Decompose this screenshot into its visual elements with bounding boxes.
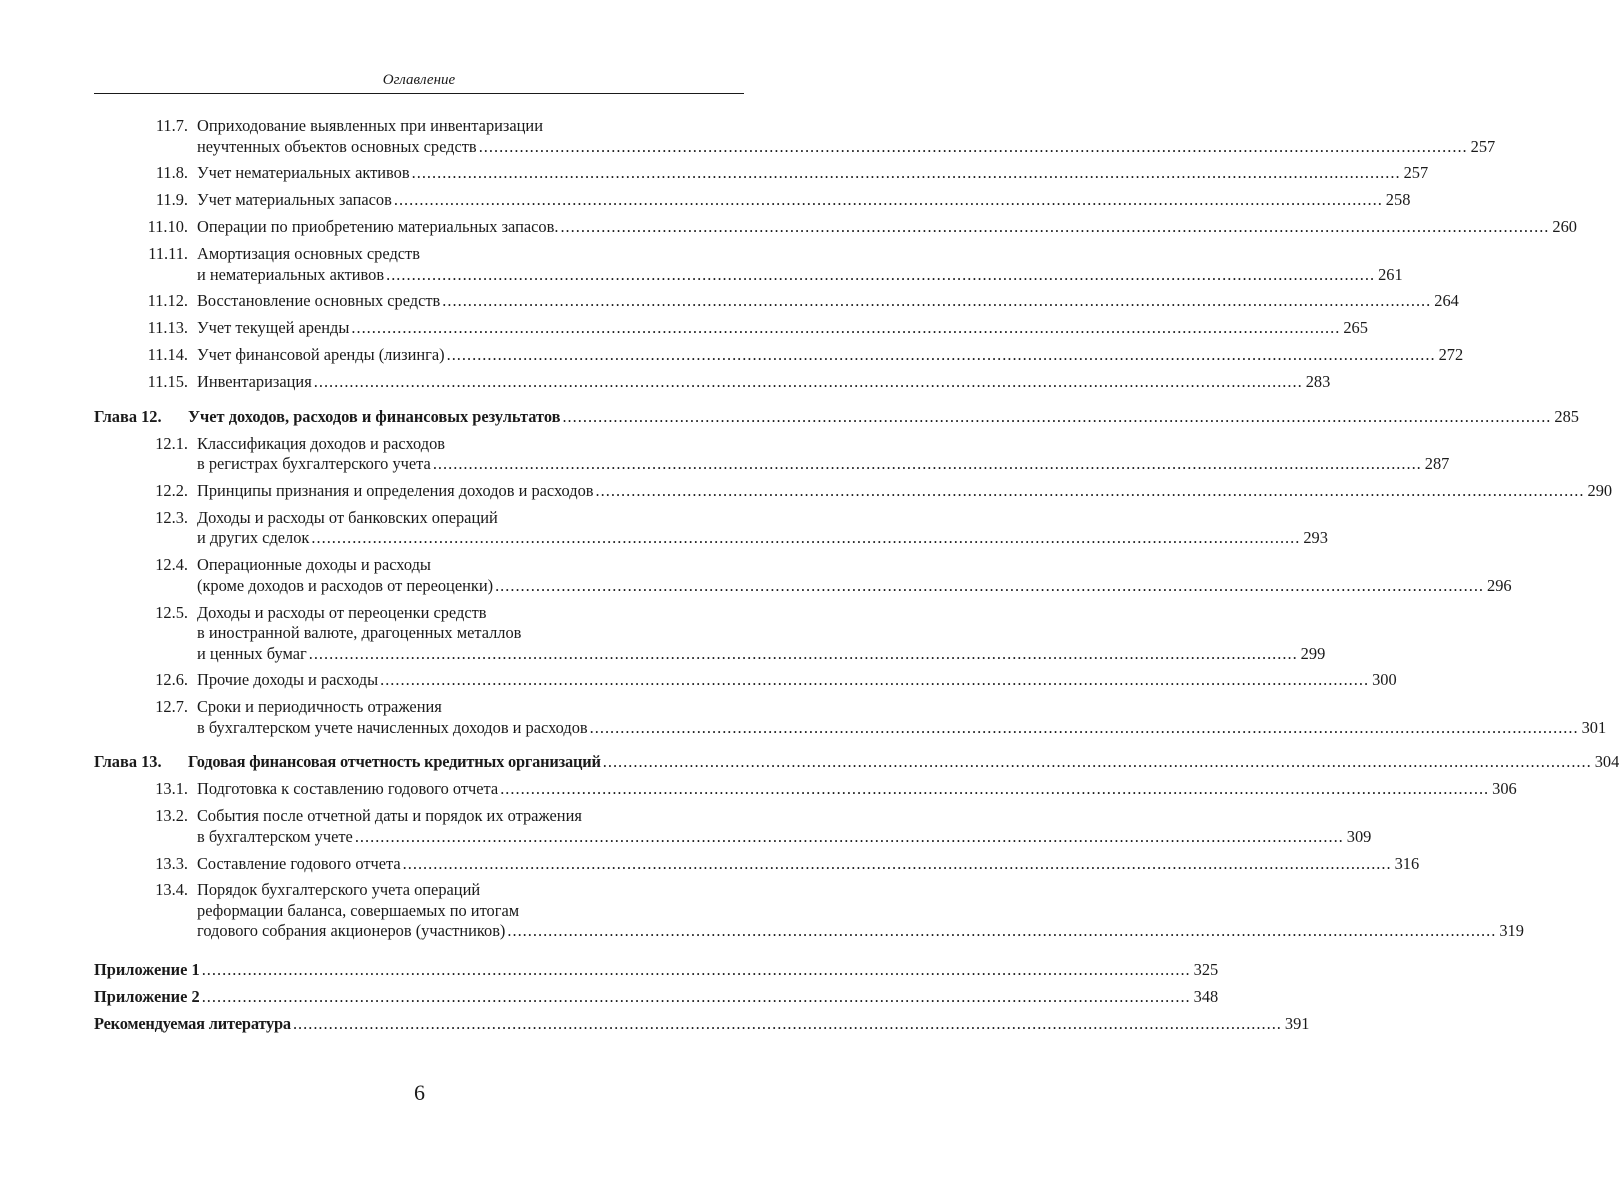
entry-title-line: годового собрания акционеров (участников) bbox=[197, 921, 506, 941]
page-ref: 391 bbox=[1284, 1014, 1310, 1034]
page-ref: 272 bbox=[1438, 345, 1464, 365]
toc-entry[interactable] bbox=[94, 507, 1328, 549]
leader-dots bbox=[447, 345, 1436, 366]
entry-title-line: Амортизация основных средств bbox=[197, 244, 420, 264]
chapter-number: Глава 13. bbox=[94, 752, 162, 772]
entry-title-line: Доходы и расходы от переоценки средств bbox=[197, 602, 487, 622]
entry-number: 13.2. bbox=[155, 806, 188, 826]
appendix-title: Рекомендуемая литература bbox=[94, 1014, 291, 1034]
toc-entry[interactable] bbox=[94, 880, 1524, 942]
entry-title-line: Составление годового отчета bbox=[197, 853, 401, 873]
leader-dots bbox=[562, 407, 1551, 428]
leader-dots bbox=[590, 718, 1579, 739]
entry-number: 11.9. bbox=[155, 190, 188, 210]
toc-appendix-2[interactable] bbox=[94, 987, 1219, 1008]
entry-number: 13.3. bbox=[155, 853, 188, 873]
toc-entry[interactable] bbox=[94, 779, 1517, 800]
page-ref: 290 bbox=[1587, 480, 1613, 500]
page-ref: 304 bbox=[1594, 752, 1619, 772]
page-ref: 283 bbox=[1305, 372, 1331, 392]
page-ref: 325 bbox=[1193, 960, 1219, 980]
toc-entry[interactable] bbox=[94, 116, 1496, 157]
entry-title-line: Порядок бухгалтерского учета операций bbox=[197, 880, 481, 900]
appendix-title: Приложение 2 bbox=[94, 987, 200, 1007]
leader-dots bbox=[314, 372, 1303, 393]
page-ref: 299 bbox=[1300, 643, 1326, 663]
toc-entry[interactable] bbox=[94, 480, 1613, 502]
leader-dots bbox=[500, 779, 1489, 800]
entry-title-line: События после отчетной даты и порядок их отражения bbox=[197, 806, 582, 826]
entry-number: 12.7. bbox=[155, 697, 188, 717]
toc-entry[interactable] bbox=[94, 806, 1372, 847]
toc-entry[interactable] bbox=[94, 555, 1512, 596]
leader-dots bbox=[351, 318, 1340, 339]
page-ref: 316 bbox=[1394, 853, 1420, 873]
entry-number: 11.7. bbox=[155, 116, 188, 135]
leader-dots bbox=[596, 481, 1585, 502]
leader-dots bbox=[479, 137, 1468, 158]
entry-number: 12.6. bbox=[155, 670, 188, 690]
toc-entry[interactable] bbox=[94, 602, 1326, 665]
leader-dots bbox=[560, 217, 1549, 238]
toc-entry[interactable] bbox=[94, 345, 1464, 366]
entry-title-line: в бухгалтерском учете начисленных доходов и расходов bbox=[197, 717, 588, 737]
leader-dots bbox=[309, 644, 1298, 665]
page-ref: 258 bbox=[1385, 190, 1411, 210]
leader-dots bbox=[380, 670, 1369, 691]
entry-title-line: Классификация доходов и расходов bbox=[197, 433, 446, 453]
page-ref: 261 bbox=[1378, 264, 1403, 284]
leader-dots bbox=[202, 987, 1191, 1008]
table-of-contents bbox=[94, 116, 1619, 1041]
toc-entry[interactable] bbox=[94, 433, 1450, 475]
toc-appendix-1[interactable] bbox=[94, 960, 1219, 981]
entry-number: 11.14. bbox=[147, 345, 188, 365]
running-header: Оглавление bbox=[382, 72, 456, 88]
page-ref: 293 bbox=[1303, 528, 1328, 548]
leader-dots bbox=[433, 454, 1422, 475]
entry-title-line: Доходы и расходы от банковских операций bbox=[197, 507, 498, 527]
entry-title-line: в иностранной валюте, драгоценных металлов bbox=[197, 623, 522, 643]
entry-title-line: в бухгалтерском учете bbox=[197, 826, 353, 846]
entry-title-line: Операционные доходы и расходы bbox=[197, 555, 431, 575]
toc-entry[interactable] bbox=[94, 190, 1411, 211]
toc-chapter-12[interactable] bbox=[94, 406, 1579, 428]
leader-dots bbox=[495, 576, 1484, 597]
entry-title-line: неучтенных объектов основных средств bbox=[197, 136, 477, 156]
entry-number: 12.2. bbox=[155, 480, 188, 500]
page-ref: 265 bbox=[1343, 318, 1368, 338]
appendix-title: Приложение 1 bbox=[94, 960, 200, 980]
entry-number: 11.13. bbox=[147, 318, 188, 338]
entry-title-line: и других сделок bbox=[197, 528, 310, 548]
entry-title-line: Прочие доходы и расходы bbox=[197, 670, 379, 690]
entry-number: 11.10. bbox=[147, 217, 188, 237]
toc-recommended-literature[interactable] bbox=[94, 1014, 1310, 1035]
leader-dots bbox=[394, 190, 1383, 211]
page-ref: 296 bbox=[1487, 575, 1512, 595]
entry-number: 11.15. bbox=[147, 372, 188, 392]
page-ref: 257 bbox=[1470, 136, 1496, 156]
leader-dots bbox=[202, 960, 1191, 981]
chapter-number: Глава 12. bbox=[94, 406, 162, 426]
entry-title-line: и нематериальных активов bbox=[197, 264, 385, 284]
page-ref: 300 bbox=[1372, 670, 1397, 690]
entry-number: 11.11. bbox=[148, 244, 188, 264]
entry-number: 11.8. bbox=[155, 163, 188, 183]
page-ref: 306 bbox=[1492, 779, 1517, 799]
chapter-title: Годовая финансовая отчетность кредитных организаций bbox=[188, 752, 601, 772]
entry-title-line: реформации баланса, совершаемых по итогам bbox=[197, 900, 520, 920]
toc-entry[interactable] bbox=[94, 853, 1420, 875]
section-12-entries bbox=[94, 433, 1613, 739]
entry-number: 13.4. bbox=[155, 880, 188, 900]
page-ref: 257 bbox=[1403, 163, 1429, 183]
toc-entry[interactable] bbox=[94, 318, 1368, 339]
page-ref: 260 bbox=[1552, 217, 1577, 237]
entry-number: 12.3. bbox=[155, 507, 188, 527]
entry-title-line: Учет финансовой аренды (лизинга) bbox=[197, 345, 445, 365]
entry-title-line: Принципы признания и определения доходов и расходов bbox=[197, 480, 594, 500]
toc-entry[interactable] bbox=[94, 670, 1397, 691]
entry-title-line: и ценных бумаг bbox=[197, 643, 307, 663]
leader-dots bbox=[311, 528, 1300, 549]
page-ref: 285 bbox=[1554, 406, 1579, 426]
entry-title-line: в регистрах бухгалтерского учета bbox=[197, 454, 431, 474]
entry-number: 11.12. bbox=[147, 291, 188, 311]
page-ref: 309 bbox=[1346, 826, 1372, 846]
entry-title-line: Учет текущей аренды bbox=[197, 318, 350, 338]
entry-title-line: Операции по приобретению материальных запасов. bbox=[197, 217, 559, 237]
entry-number: 12.5. bbox=[155, 602, 188, 622]
entry-number: 12.4. bbox=[155, 555, 188, 575]
entry-title-line: (кроме доходов и расходов от переоценки) bbox=[197, 575, 494, 595]
page-ref: 264 bbox=[1434, 291, 1459, 311]
entry-title-line: Подготовка к составлению годового отчета bbox=[197, 779, 499, 799]
entry-title-line: Учет материальных запасов bbox=[197, 190, 392, 210]
entry-title-line: Оприходование выявленных при инвентаризации bbox=[197, 116, 543, 135]
leader-dots bbox=[293, 1014, 1282, 1035]
leader-dots bbox=[603, 752, 1592, 773]
page-ref: 287 bbox=[1424, 454, 1450, 474]
entry-number: 13.1. bbox=[155, 779, 188, 799]
section-11-entries bbox=[94, 116, 1577, 393]
entry-title-line: Учет нематериальных активов bbox=[197, 163, 410, 183]
page-number: 6 bbox=[414, 1080, 425, 1105]
toc-entry[interactable] bbox=[94, 217, 1577, 238]
page-ref: 348 bbox=[1193, 987, 1219, 1007]
chapter-title: Учет доходов, расходов и финансовых результатов bbox=[188, 406, 561, 426]
toc-entry[interactable] bbox=[94, 697, 1607, 738]
leader-dots bbox=[355, 827, 1344, 848]
entry-number: 12.1. bbox=[155, 433, 188, 453]
page-ref: 301 bbox=[1581, 717, 1607, 737]
page-ref: 319 bbox=[1499, 921, 1524, 941]
section-13-entries bbox=[94, 779, 1524, 942]
leader-dots bbox=[442, 291, 1431, 312]
toc-entry[interactable] bbox=[94, 163, 1429, 184]
header-rule bbox=[94, 93, 744, 94]
entry-title-line: Сроки и периодичность отражения bbox=[197, 697, 442, 717]
toc-chapter-13[interactable] bbox=[94, 752, 1619, 773]
leader-dots bbox=[412, 163, 1401, 184]
entry-title-line: Инвентаризация bbox=[197, 372, 312, 392]
leader-dots bbox=[403, 854, 1392, 875]
toc-entry[interactable] bbox=[94, 291, 1459, 312]
leader-dots bbox=[507, 921, 1496, 942]
toc-entry[interactable] bbox=[94, 244, 1403, 285]
leader-dots bbox=[386, 265, 1375, 286]
entry-title-line: Восстановление основных средств bbox=[197, 291, 441, 311]
toc-entry[interactable] bbox=[94, 372, 1331, 393]
